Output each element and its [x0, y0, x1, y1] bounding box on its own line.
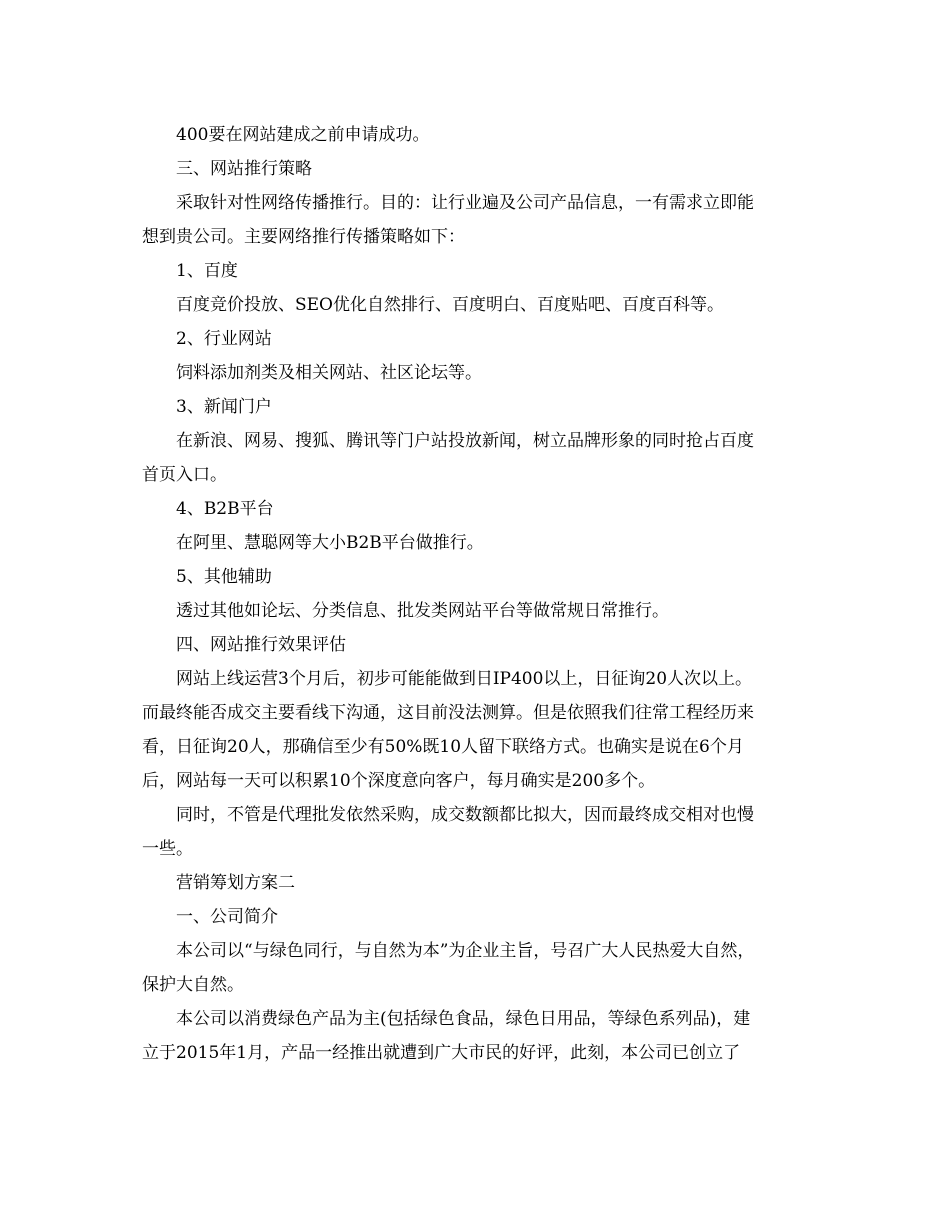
paragraph-line: 看，日征询20人，那确信至少有50%既10人留下联络方式。也确实是说在6个月 — [142, 737, 744, 757]
subsection-heading: 5、其他辅助 — [176, 567, 272, 587]
paragraph-line: 想到贵公司。主要网络推行传播策略如下： — [142, 227, 465, 247]
paragraph-line: 采取针对性网络传播推行。目的：让行业遍及公司产品信息，一有需求立即能 — [176, 193, 754, 213]
paragraph-line: 在新浪、网易、搜狐、腾讯等门户站投放新闻，树立品牌形象的同时抢占百度 — [176, 431, 754, 451]
section-heading: 四、网站推行效果评估 — [176, 635, 346, 655]
paragraph-line: 400要在网站建成之前申请成功。 — [176, 125, 430, 145]
paragraph-line: 饲料添加剂类及相关网站、社区论坛等。 — [176, 363, 482, 383]
paragraph-line: 百度竞价投放、SEO优化自然排行、百度明白、百度贴吧、百度百科等。 — [176, 295, 724, 315]
subsection-heading: 3、新闻门户 — [176, 397, 272, 417]
paragraph-line: 一些。 — [142, 839, 193, 859]
paragraph-line: 网站上线运营3个月后，初步可能能做到日IP400以上，日征询20人次以上。 — [176, 669, 753, 689]
subsection-heading: 1、百度 — [176, 261, 238, 281]
paragraph-line: 立于2015年1月，产品一经推出就遭到广大市民的好评，此刻，本公司已创立了 — [142, 1043, 741, 1063]
section-heading: 一、公司简介 — [176, 907, 278, 927]
paragraph-line: 同时，不管是代理批发依然采购，成交数额都比拟大，因而最终成交相对也慢 — [176, 805, 754, 825]
paragraph-line: 本公司以“与绿色同行，与自然为本”为企业主旨，号召广大人民热爱大自然， — [176, 941, 755, 961]
subsection-heading: 4、B2B平台 — [176, 499, 274, 519]
subsection-heading: 2、行业网站 — [176, 329, 272, 349]
paragraph-line: 保护大自然。 — [142, 975, 244, 995]
paragraph-line: 本公司以消费绿色产品为主(包括绿色食品，绿色日用品，等绿色系列品)，建 — [176, 1009, 751, 1029]
document-body — [142, 118, 827, 1070]
section-heading: 三、网站推行策略 — [176, 159, 312, 179]
paragraph-line: 后，网站每一天可以积累10个深度意向客户，每月确实是200多个。 — [142, 771, 656, 791]
document-title: 营销筹划方案二 — [176, 873, 295, 893]
paragraph-line: 而最终能否成交主要看线下沟通，这目前没法测算。但是依照我们往常工程经历来 — [142, 703, 754, 723]
paragraph-line: 首页入口。 — [142, 465, 227, 485]
paragraph-line: 在阿里、慧聪网等大小B2B平台做推行。 — [176, 533, 484, 553]
paragraph-line: 透过其他如论坛、分类信息、批发类网站平台等做常规日常推行。 — [176, 601, 669, 621]
